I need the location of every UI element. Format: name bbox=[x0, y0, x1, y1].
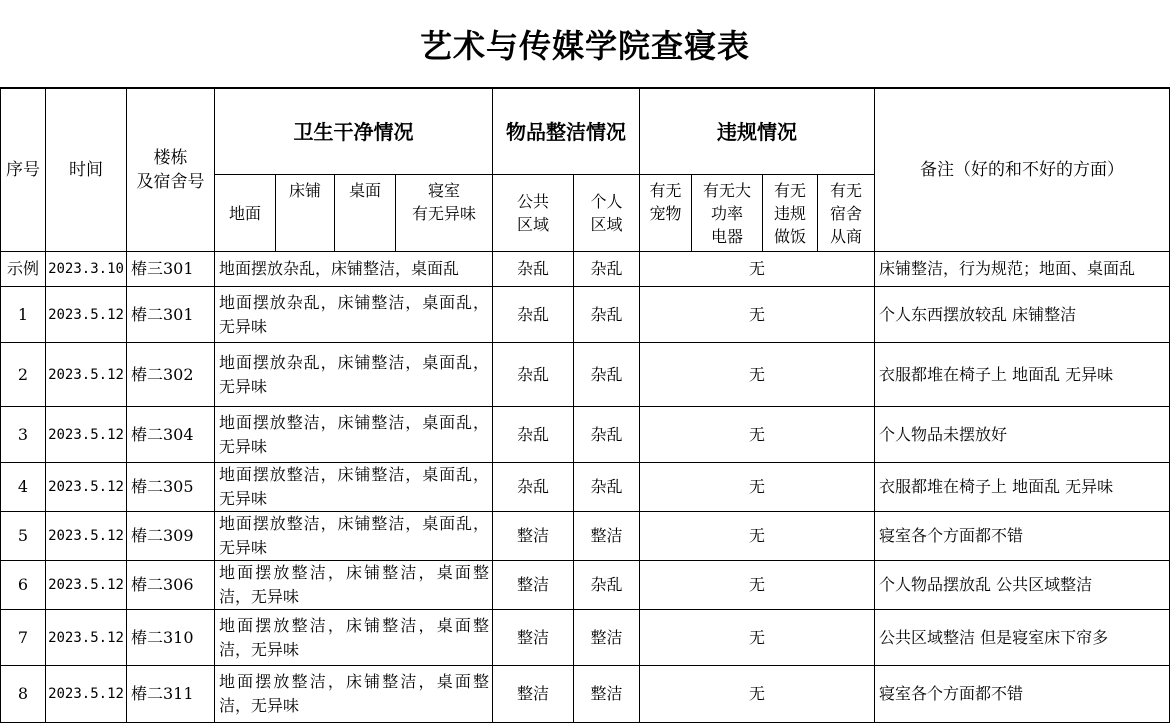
row-index: 7 bbox=[1, 610, 46, 666]
row-public-area: 杂乱 bbox=[493, 287, 574, 343]
row-violations: 无 bbox=[640, 512, 875, 561]
row-personal-area: 整洁 bbox=[574, 512, 640, 561]
row-room: 椿二304 bbox=[127, 407, 215, 463]
header-personal-area: 个人 区域 bbox=[574, 175, 640, 252]
header-hygiene: 卫生干净情况 bbox=[215, 89, 493, 175]
row-room: 椿二311 bbox=[127, 666, 215, 723]
row-notes: 寝室各个方面都不错 bbox=[875, 666, 1170, 723]
header-index: 序号 bbox=[1, 89, 46, 252]
header-violations: 违规情况 bbox=[640, 89, 875, 175]
row-violations: 无 bbox=[640, 463, 875, 512]
row-notes: 衣服都堆在椅子上 地面乱 无异味 bbox=[875, 343, 1170, 407]
row-notes: 床铺整洁，行为规范；地面、桌面乱 bbox=[875, 252, 1170, 287]
table-row bbox=[1, 252, 1170, 287]
row-hygiene: 地面摆放杂乱，床铺整洁，桌面乱 bbox=[215, 252, 493, 287]
row-index: 1 bbox=[1, 287, 46, 343]
row-time: 2023.5.12 bbox=[46, 512, 127, 561]
row-personal-area: 杂乱 bbox=[574, 407, 640, 463]
header-business: 有无 宿舍 从商 bbox=[818, 175, 875, 252]
header-time: 时间 bbox=[46, 89, 127, 252]
row-public-area: 整洁 bbox=[493, 561, 574, 610]
row-time: 2023.5.12 bbox=[46, 666, 127, 723]
row-violations: 无 bbox=[640, 666, 875, 723]
row-time: 2023.5.12 bbox=[46, 463, 127, 512]
row-violations: 无 bbox=[640, 343, 875, 407]
row-personal-area: 杂乱 bbox=[574, 287, 640, 343]
row-room: 椿二306 bbox=[127, 561, 215, 610]
row-index: 4 bbox=[1, 463, 46, 512]
row-hygiene: 地面摆放整洁，床铺整洁，桌面整洁，无异味 bbox=[215, 610, 493, 666]
row-public-area: 杂乱 bbox=[493, 463, 574, 512]
row-personal-area: 整洁 bbox=[574, 610, 640, 666]
row-violations: 无 bbox=[640, 287, 875, 343]
table-row bbox=[1, 407, 1170, 463]
header-appliances: 有无大 功率 电器 bbox=[692, 175, 763, 252]
row-notes: 个人物品未摆放好 bbox=[875, 407, 1170, 463]
row-time: 2023.5.12 bbox=[46, 343, 127, 407]
row-notes: 个人东西摆放较乱 床铺整洁 bbox=[875, 287, 1170, 343]
row-room: 椿二305 bbox=[127, 463, 215, 512]
table-row bbox=[1, 343, 1170, 407]
table-row bbox=[1, 666, 1170, 723]
row-violations: 无 bbox=[640, 252, 875, 287]
row-index: 6 bbox=[1, 561, 46, 610]
header-floor: 地面 bbox=[215, 175, 276, 252]
row-violations: 无 bbox=[640, 561, 875, 610]
row-personal-area: 整洁 bbox=[574, 666, 640, 723]
row-index: 3 bbox=[1, 407, 46, 463]
table-row bbox=[1, 561, 1170, 610]
row-personal-area: 杂乱 bbox=[574, 252, 640, 287]
header-notes: 备注（好的和不好的方面） bbox=[875, 89, 1170, 252]
table-row bbox=[1, 287, 1170, 343]
row-hygiene: 地面摆放杂乱，床铺整洁，桌面乱，无异味 bbox=[215, 287, 493, 343]
row-violations: 无 bbox=[640, 610, 875, 666]
page-title: 艺术与传媒学院查寝表 bbox=[419, 27, 750, 65]
row-room: 椿二309 bbox=[127, 512, 215, 561]
row-personal-area: 杂乱 bbox=[574, 463, 640, 512]
row-room: 椿二301 bbox=[127, 287, 215, 343]
table-row bbox=[1, 512, 1170, 561]
row-public-area: 整洁 bbox=[493, 512, 574, 561]
row-index: 2 bbox=[1, 343, 46, 407]
row-notes: 衣服都堆在椅子上 地面乱 无异味 bbox=[875, 463, 1170, 512]
header-items: 物品整洁情况 bbox=[493, 89, 640, 175]
row-notes: 寝室各个方面都不错 bbox=[875, 512, 1170, 561]
header-pets: 有无 宠物 bbox=[640, 175, 692, 252]
row-public-area: 杂乱 bbox=[493, 407, 574, 463]
row-notes: 公共区域整洁 但是寝室床下帘多 bbox=[875, 610, 1170, 666]
row-hygiene: 地面摆放整洁，床铺整洁，桌面乱，无异味 bbox=[215, 463, 493, 512]
row-room: 椿二310 bbox=[127, 610, 215, 666]
row-time: 2023.3.10 bbox=[46, 252, 127, 287]
row-index: 5 bbox=[1, 512, 46, 561]
row-time: 2023.5.12 bbox=[46, 407, 127, 463]
header-bed: 床铺 bbox=[276, 175, 335, 252]
row-hygiene: 地面摆放杂乱，床铺整洁，桌面乱，无异味 bbox=[215, 343, 493, 407]
row-hygiene: 地面摆放整洁，床铺整洁，桌面乱，无异味 bbox=[215, 512, 493, 561]
header-public-area: 公共 区域 bbox=[493, 175, 574, 252]
row-public-area: 杂乱 bbox=[493, 252, 574, 287]
row-time: 2023.5.12 bbox=[46, 287, 127, 343]
row-index: 8 bbox=[1, 666, 46, 723]
row-hygiene: 地面摆放整洁，床铺整洁，桌面整洁，无异味 bbox=[215, 561, 493, 610]
inspection-table bbox=[0, 88, 1170, 723]
row-violations: 无 bbox=[640, 407, 875, 463]
table-row bbox=[1, 463, 1170, 512]
row-index: 示例 bbox=[1, 252, 46, 287]
header-odor: 寝室 有无异味 bbox=[396, 175, 493, 252]
row-notes: 个人物品摆放乱 公共区域整洁 bbox=[875, 561, 1170, 610]
row-room: 椿三301 bbox=[127, 252, 215, 287]
row-time: 2023.5.12 bbox=[46, 610, 127, 666]
row-public-area: 杂乱 bbox=[493, 343, 574, 407]
row-time: 2023.5.12 bbox=[46, 561, 127, 610]
table-row bbox=[1, 610, 1170, 666]
row-room: 椿二302 bbox=[127, 343, 215, 407]
row-public-area: 整洁 bbox=[493, 610, 574, 666]
header-cooking: 有无 违规 做饭 bbox=[763, 175, 818, 252]
row-public-area: 整洁 bbox=[493, 666, 574, 723]
title-row bbox=[0, 0, 1170, 88]
header-room: 楼栋 及宿舍号 bbox=[127, 89, 215, 252]
row-hygiene: 地面摆放整洁，床铺整洁，桌面整洁，无异味 bbox=[215, 666, 493, 723]
row-hygiene: 地面摆放整洁，床铺整洁，桌面乱，无异味 bbox=[215, 407, 493, 463]
row-personal-area: 杂乱 bbox=[574, 561, 640, 610]
row-personal-area: 杂乱 bbox=[574, 343, 640, 407]
header-desk: 桌面 bbox=[335, 175, 396, 252]
